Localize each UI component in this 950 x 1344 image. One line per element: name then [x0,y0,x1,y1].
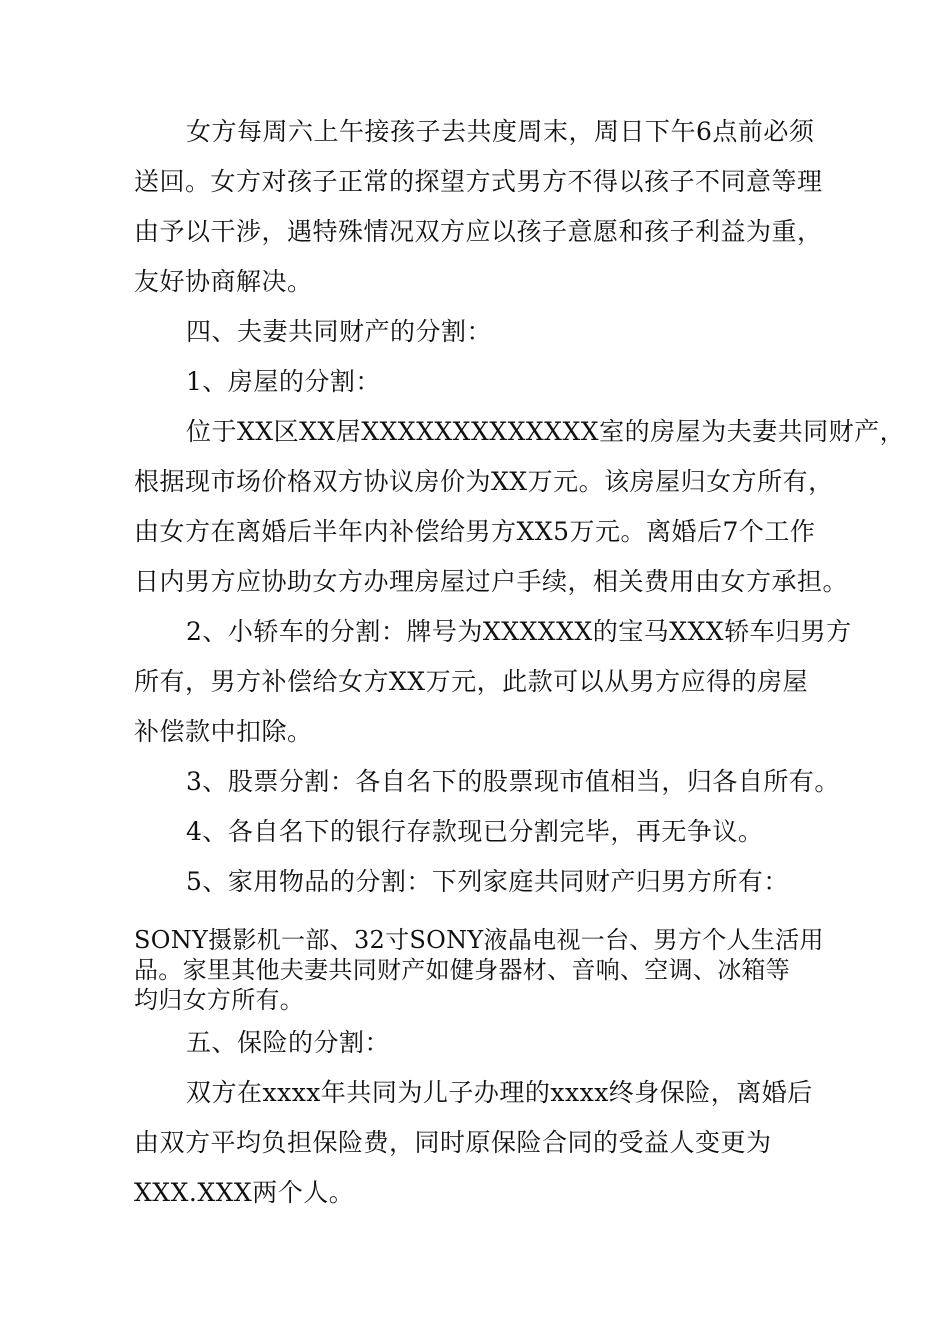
paragraph-line: 送回。女方对孩子正常的探望方式男方不得以孩子不同意等理 [134,167,823,196]
paragraph-line: 5、家用物品的分割：下列家庭共同财产归男方所有： [186,867,789,896]
paragraph-line: 补偿款中扣除。 [134,717,313,746]
paragraph-line: 友好协商解决。 [134,267,313,296]
section-heading: 五、保险的分割： [186,1028,391,1057]
paragraph-line: 3、股票分割：各自名下的股票现市值相当，归各自所有。 [186,767,840,796]
paragraph-line: 女方每周六上午接孩子去共度周末，周日下午6点前必须 [186,117,815,146]
paragraph-line: 所有，男方补偿给女方XX万元，此款可以从男方应得的房屋 [134,667,809,696]
paragraph-line: XXX.XXX两个人。 [134,1178,355,1207]
paragraph-line: 根据现市场价格双方协议房价为XX万元。该房屋归女方所有， [134,467,834,496]
paragraph-line: 2、小轿车的分割：牌号为XXXXXX的宝马XXX轿车归男方 [186,617,852,646]
subsection-heading: 1、房屋的分割： [186,367,381,396]
paragraph-line: SONY摄影机一部、32寸SONY液晶电视一台、男方个人生活用 [134,926,824,954]
paragraph-line: 由女方在离婚后半年内补偿给男方XX5万元。离婚后7个工作 [134,517,816,546]
section-heading: 四、夫妻共同财产的分割： [186,317,493,346]
paragraph-line: 由双方平均负担保险费，同时原保险合同的受益人变更为 [134,1128,772,1157]
paragraph-line: 均归女方所有。 [134,986,305,1014]
paragraph-line: 双方在xxxx年共同为儿子办理的xxxx终身保险，离婚后 [186,1078,813,1107]
paragraph-line: 由予以干涉，遇特殊情况双方应以孩子意愿和孩子利益为重， [134,217,823,246]
paragraph-line: 日内男方应协助女方办理房屋过户手续，相关费用由女方承担。 [134,567,849,596]
paragraph-line: 品。家里其他夫妻共同财产如健身器材、音响、空调、冰箱等 [134,956,791,984]
paragraph-line: 位于XX区XX居XXXXXXXXXXXXX室的房屋为夫妻共同财产， [186,417,906,446]
paragraph-line: 4、各自名下的银行存款现已分割完毕，再无争议。 [186,817,764,846]
